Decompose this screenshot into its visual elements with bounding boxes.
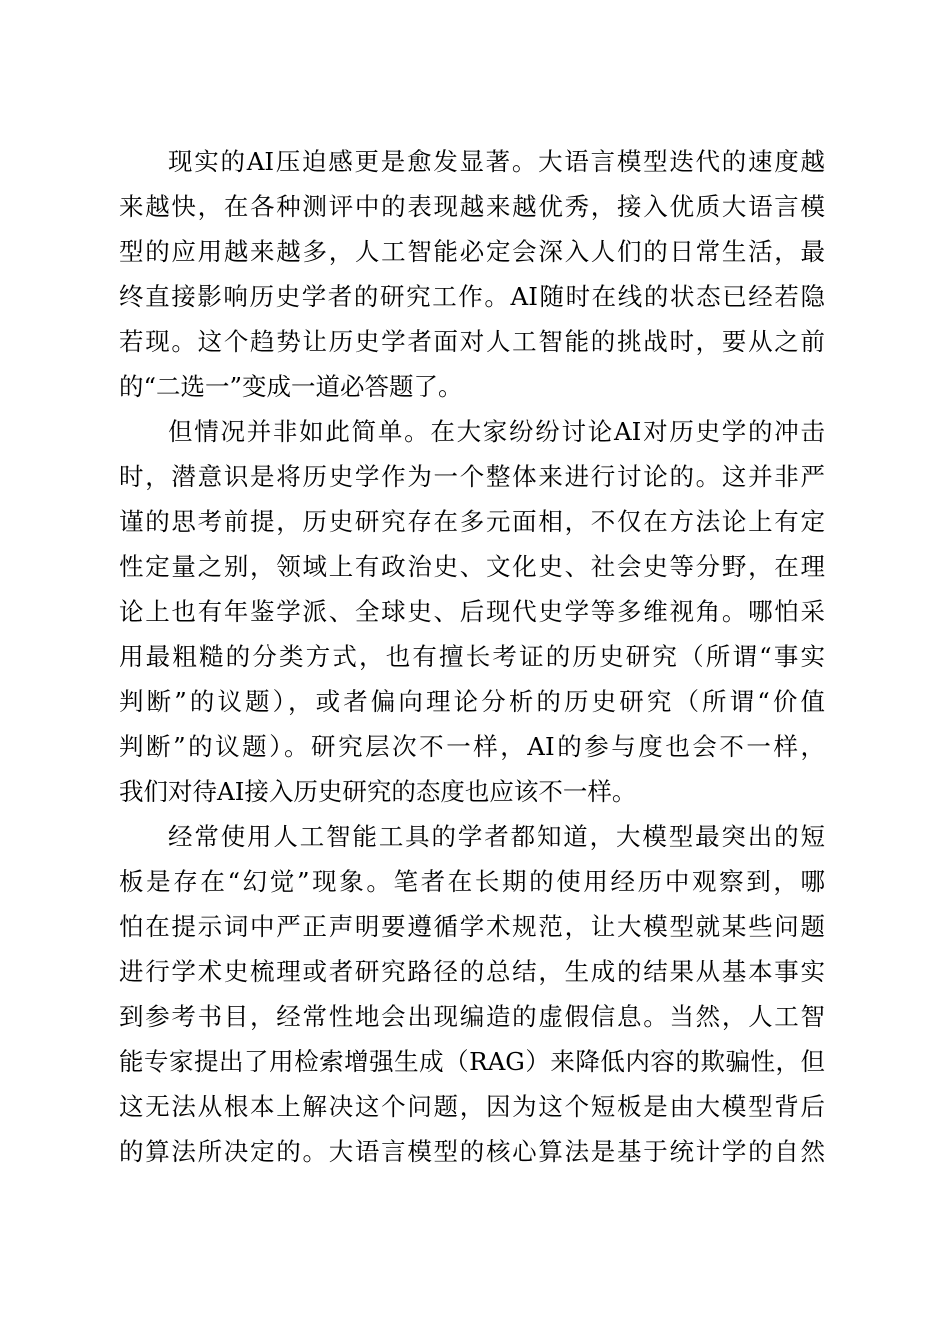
paragraph-2	[119, 409, 825, 814]
text-line: 能专家提出了用检索增强生成（RAG）来降低内容的欺骗性，但	[119, 1047, 825, 1076]
text-line: 的算法所决定的。大语言模型的核心算法是基于统计学的自然	[119, 1137, 825, 1166]
text-line: 我们对待AI接入历史研究的态度也应该不一样。	[119, 777, 637, 806]
text-line: 的“二选一”变成一道必答题了。	[119, 372, 463, 401]
paragraph-3	[119, 814, 825, 1174]
text-line: 判断”的议题），或者偏向理论分析的历史研究（所谓“价值	[119, 687, 825, 716]
text-line: 经常使用人工智能工具的学者都知道，大模型最突出的短	[168, 822, 825, 851]
text-line: 来越快，在各种测评中的表现越来越优秀，接入优质大语言模	[119, 192, 825, 221]
text-line: 怕在提示词中严正声明要遵循学术规范，让大模型就某些问题	[119, 912, 825, 941]
text-line: 板是存在“幻觉”现象。笔者在长期的使用经历中观察到，哪	[119, 867, 825, 896]
text-line: 到参考书目，经常性地会出现编造的虚假信息。当然，人工智	[119, 1002, 825, 1031]
text-line: 进行学术史梳理或者研究路径的总结，生成的结果从基本事实	[119, 957, 825, 986]
text-line: 型的应用越来越多，人工智能必定会深入人们的日常生活，最	[119, 237, 825, 266]
text-line: 用最粗糙的分类方式，也有擅长考证的历史研究（所谓“事实	[119, 642, 825, 671]
article-body	[119, 139, 825, 1174]
text-line: 这无法从根本上解决这个问题，因为这个短板是由大模型背后	[119, 1092, 825, 1121]
text-line: 性定量之别，领域上有政治史、文化史、社会史等分野，在理	[119, 552, 825, 581]
text-line: 但情况并非如此简单。在大家纷纷讨论AI对历史学的冲击	[168, 417, 825, 446]
text-line: 判断”的议题）。研究层次不一样，AI的参与度也会不一样，	[119, 732, 825, 761]
text-line: 时，潜意识是将历史学作为一个整体来进行讨论的。这并非严	[119, 462, 825, 491]
text-line: 论上也有年鉴学派、全球史、后现代史学等多维视角。哪怕采	[119, 597, 825, 626]
paragraph-1	[119, 139, 825, 409]
text-line: 现实的AI压迫感更是愈发显著。大语言模型迭代的速度越	[168, 147, 825, 176]
text-line: 谨的思考前提，历史研究存在多元面相，不仅在方法论上有定	[119, 507, 825, 536]
text-line: 终直接影响历史学者的研究工作。AI随时在线的状态已经若隐	[119, 282, 825, 311]
text-line: 若现。这个趋势让历史学者面对人工智能的挑战时，要从之前	[119, 327, 825, 356]
